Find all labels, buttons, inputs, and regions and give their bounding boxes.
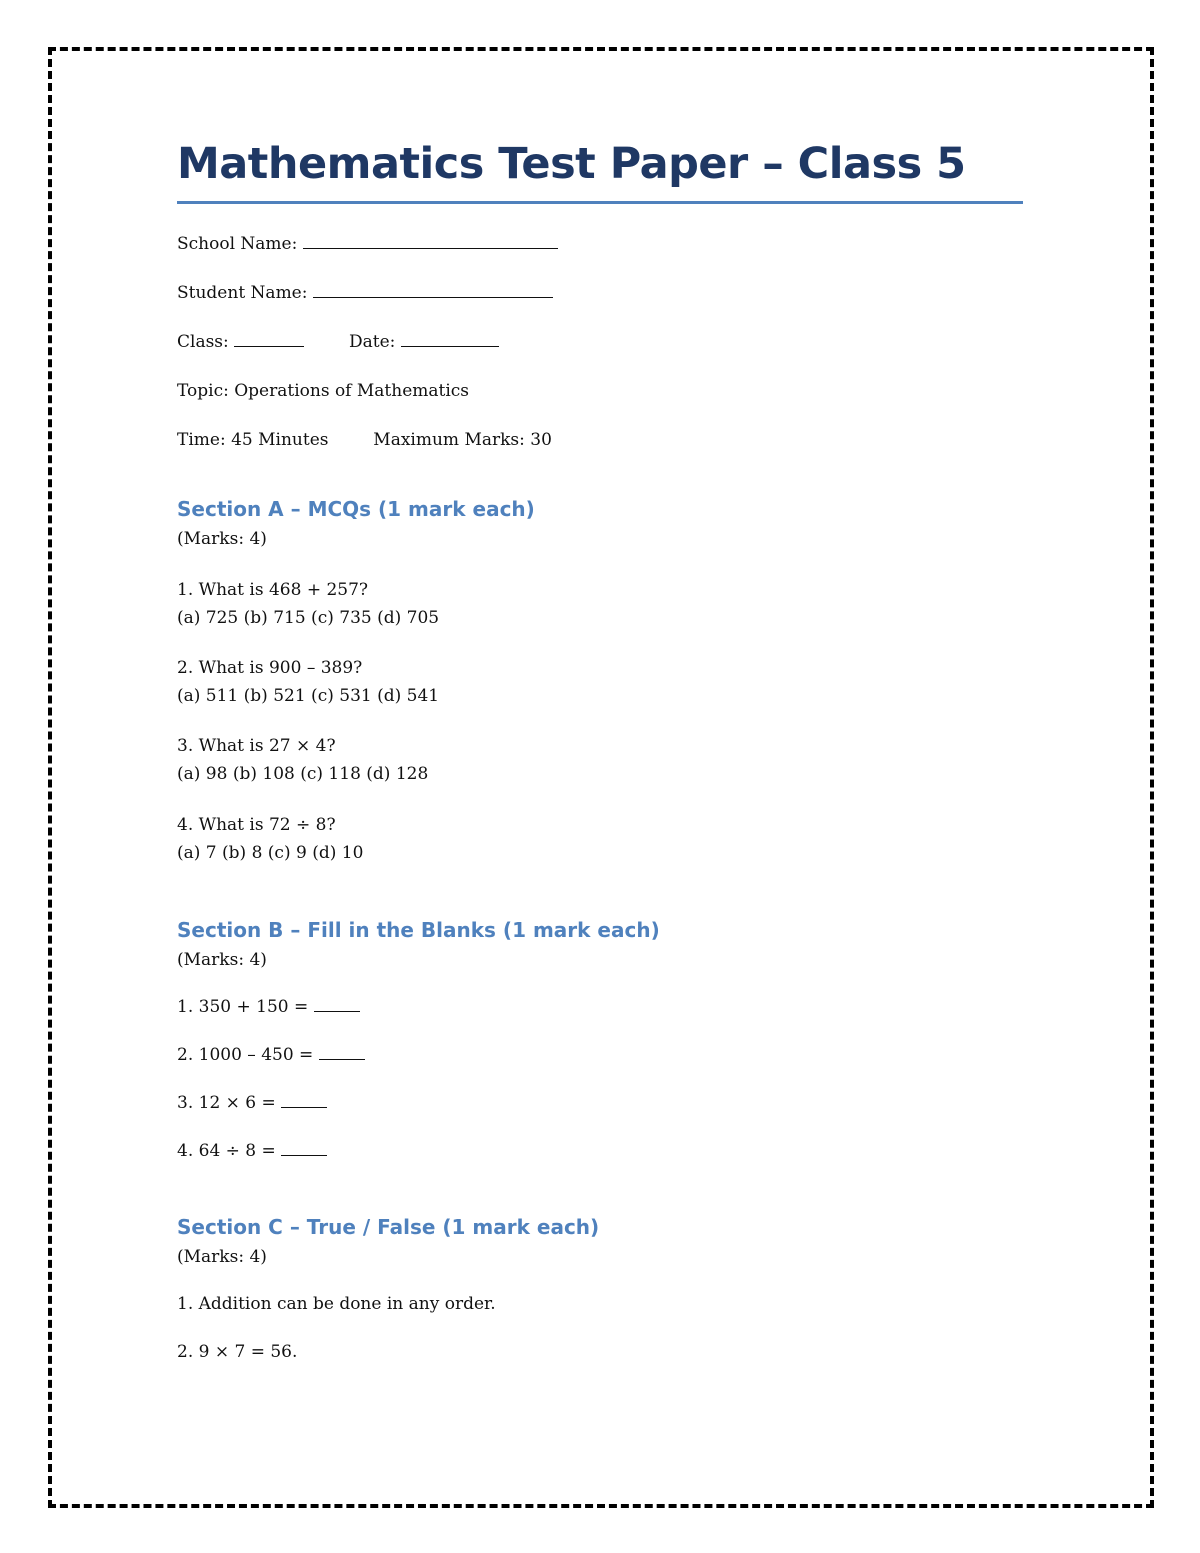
title-underline: [177, 201, 1023, 204]
section-heading: Section B – Fill in the Blanks (1 mark each): [177, 917, 660, 942]
school-name-blank[interactable]: [303, 234, 558, 249]
answer-blank[interactable]: [281, 1141, 327, 1156]
question-text: 4. What is 72 ÷ 8?: [177, 814, 336, 835]
student-name-blank[interactable]: [313, 283, 553, 298]
fill-blank-question: [177, 1092, 1023, 1116]
fill-blank-question: [177, 1044, 1023, 1068]
question-text: 2. What is 900 – 389?: [177, 658, 363, 679]
answer-blank[interactable]: [319, 1045, 365, 1060]
question-options: (a) 7 (b) 8 (c) 9 (d) 10: [177, 842, 364, 863]
page-title: Mathematics Test Paper – Class 5: [177, 139, 966, 189]
mcq-question: [177, 576, 1023, 632]
true-false-question: 2. 9 × 7 = 56.: [177, 1342, 298, 1363]
max-marks-text: Maximum Marks: 30: [373, 430, 552, 451]
fill-blank-question: [177, 1140, 1023, 1164]
student-name-label: Student Name:: [177, 283, 308, 304]
answer-blank[interactable]: [281, 1093, 327, 1108]
class-label: Class:: [177, 332, 229, 353]
section-heading: Section C – True / False (1 mark each): [177, 1214, 600, 1239]
question-options: (a) 511 (b) 521 (c) 531 (d) 541: [177, 686, 440, 707]
topic-text: Topic: Operations of Mathematics: [177, 381, 470, 402]
question-options: (a) 98 (b) 108 (c) 118 (d) 128: [177, 764, 429, 785]
section-marks: (Marks: 4): [177, 529, 267, 550]
section-b: [177, 917, 1023, 1164]
topic-line: [177, 381, 1023, 430]
answer-blank[interactable]: [314, 997, 360, 1012]
time-marks-row: [177, 430, 1023, 496]
question-text: 2. 1000 – 450 =: [177, 1045, 314, 1066]
question-text: 3. 12 × 6 =: [177, 1093, 276, 1113]
student-name-field[interactable]: [177, 283, 1023, 332]
section-marks: (Marks: 4): [177, 1246, 267, 1267]
fill-blank-question: [177, 996, 1023, 1020]
school-name-field[interactable]: [177, 234, 1023, 283]
class-date-row: [177, 332, 1023, 381]
section-c: [177, 1214, 1023, 1365]
class-blank[interactable]: [234, 332, 304, 347]
test-paper: [177, 140, 1023, 1389]
school-name-label: School Name:: [177, 234, 298, 255]
true-false-question: 1. Addition can be done in any order.: [177, 1294, 496, 1315]
mcq-question: [177, 732, 1023, 788]
question-options: (a) 725 (b) 715 (c) 735 (d) 705: [177, 608, 440, 629]
time-text: Time: 45 Minutes: [177, 430, 329, 451]
question-text: 1. 350 + 150 =: [177, 997, 309, 1018]
section-heading: Section A – MCQs (1 mark each): [177, 497, 535, 522]
date-blank[interactable]: [401, 332, 499, 347]
question-text: 3. What is 27 × 4?: [177, 736, 336, 757]
question-text: 1. What is 468 + 257?: [177, 580, 369, 601]
section-marks: (Marks: 4): [177, 949, 267, 970]
mcq-question: [177, 654, 1023, 710]
question-text: 4. 64 ÷ 8 =: [177, 1140, 276, 1161]
section-a: [177, 496, 1023, 866]
date-label: Date:: [348, 332, 396, 353]
mcq-question: [177, 811, 1023, 867]
